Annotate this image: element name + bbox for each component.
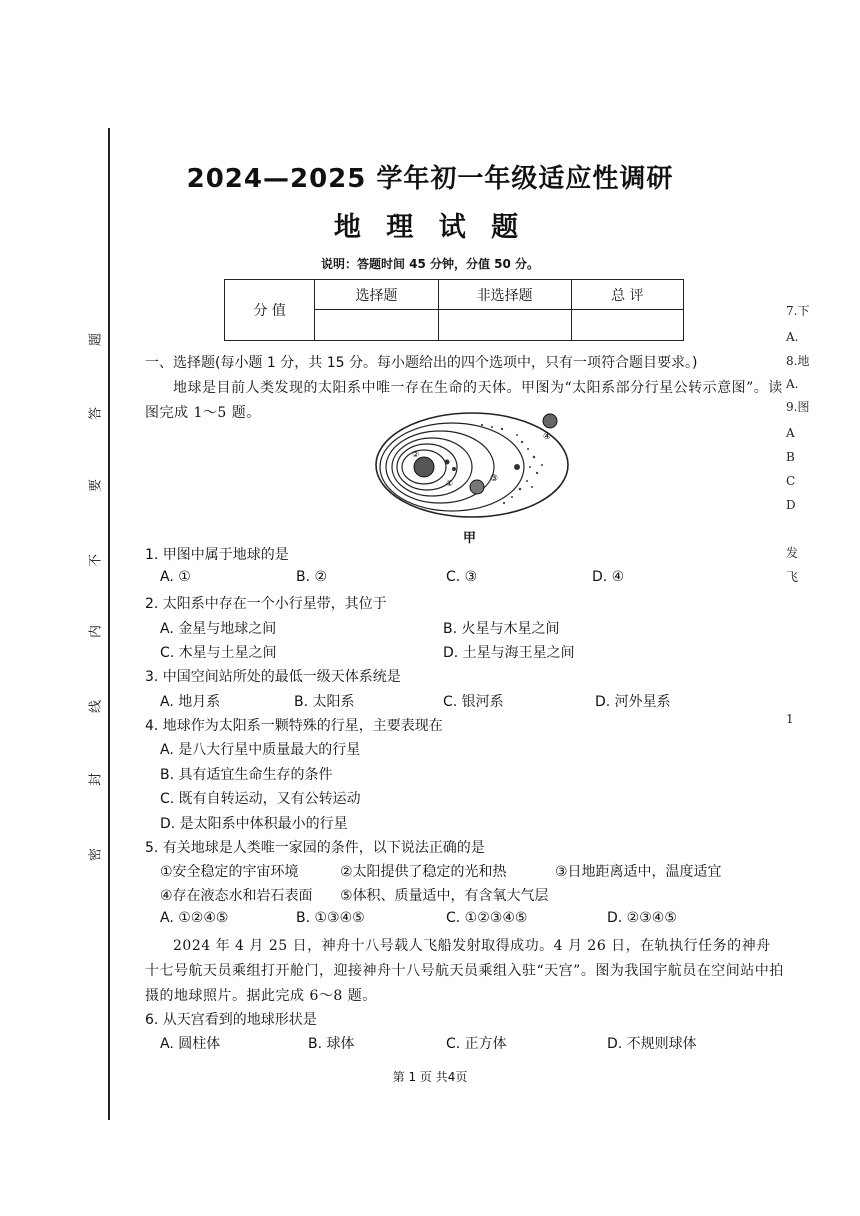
question-stem: 1. 甲图中属于地球的是 [145, 547, 289, 563]
intro-paragraph: 地球是目前人类发现的太阳系中唯一存在生命的天体。甲图为“太阳系部分行星公转示意图”。读图完成 1～5 题。 [145, 380, 783, 421]
planet-venus-icon [445, 460, 450, 465]
marker-label: ③ [490, 474, 499, 484]
question-option[interactable]: B. 太阳系 [294, 694, 355, 710]
next-page-fragment: A. [786, 330, 799, 344]
next-page-fragment: 1 [786, 712, 794, 726]
question-option[interactable]: C. ①②③④⑤ [446, 910, 528, 926]
question-condition: ①安全稳定的宇宙环境 [160, 864, 299, 880]
intro-paragraph-2: 2024 年 4 月 25 日，神舟十八号载人飞船发射取得成功。4 月 26 日，在轨执行任务的神舟十七号航天员乘组打开舱门，迎接神舟十八号航天员乘组入驻“天宫”。图为我国宇航员在空间站中拍摄的地球照片。据此完成 6～8 题。 [145, 938, 784, 1004]
question-option[interactable]: C. 木星与土星之间 [160, 645, 277, 661]
exam-note: 说明：答题时间 45 分钟，分值 50 分。 [320, 257, 540, 271]
margin-char: 不 [88, 554, 104, 568]
next-page-fragment: 8.地 [786, 354, 810, 368]
margin-char: 要 [88, 479, 104, 493]
next-page-fragment: 飞 [786, 570, 799, 584]
next-page-fragment: A [786, 426, 795, 440]
figure-caption: 甲 [463, 531, 477, 546]
next-page-fragment: 发 [786, 546, 799, 560]
score-cell-total[interactable] [571, 310, 683, 341]
question-option[interactable]: C. ③ [446, 569, 478, 585]
question-option[interactable]: C. 正方体 [446, 1036, 507, 1052]
exam-subtitle: 地 理 试 题 [333, 212, 527, 243]
next-page-fragment: A. [786, 377, 799, 391]
question-option[interactable]: A. 是八大行星中质量最大的行星 [160, 742, 361, 758]
question-option[interactable]: A. 地月系 [160, 694, 221, 710]
planet-jupiter-icon [543, 414, 557, 428]
margin-char: 密 [88, 848, 104, 862]
question-option[interactable]: A. ①②④⑤ [160, 910, 229, 926]
section-heading: 一、选择题(每小题 1 分，共 15 分。每小题给出的四个选项中，只有一项符合题目要求。) [145, 355, 698, 371]
margin-char: 答 [88, 407, 104, 421]
next-page-fragment: C [786, 474, 796, 488]
question-option[interactable]: B. 球体 [308, 1036, 355, 1052]
question-option[interactable]: A. ① [160, 569, 191, 585]
question-option[interactable]: B. 火星与木星之间 [443, 621, 560, 637]
next-page-fragment: B [786, 450, 795, 464]
margin-char: 封 [88, 773, 104, 787]
score-cell-choice[interactable] [315, 310, 438, 341]
question-stem: 5. 有关地球是人类唯一家园的条件，以下说法正确的是 [145, 840, 485, 856]
question-option[interactable]: A. 圆柱体 [160, 1036, 221, 1052]
planet-earth-icon [470, 480, 484, 494]
question-option[interactable]: D. 是太阳系中体积最小的行星 [160, 816, 348, 832]
score-cell-nonchoice[interactable] [438, 310, 571, 341]
margin-char: 题 [88, 333, 104, 347]
next-page-fragment: 7.下 [786, 304, 810, 318]
score-col-total: 总 评 [571, 280, 683, 310]
question-option[interactable]: B. ①③④⑤ [296, 910, 365, 926]
question-option[interactable]: D. ②③④⑤ [607, 910, 677, 926]
marker-label: ④ [543, 432, 552, 442]
question-option[interactable]: B. ② [296, 569, 328, 585]
question-stem: 4. 地球作为太阳系一颗特殊的行星，主要表现在 [145, 718, 443, 734]
score-col-nonchoice: 非选择题 [438, 280, 571, 310]
question-condition: ③日地距离适中，温度适宜 [555, 864, 722, 880]
question-option[interactable]: D. 河外星系 [595, 694, 671, 710]
planet-mars-icon [514, 464, 520, 470]
question-condition: ⑤体积、质量适中，有含氧大气层 [340, 888, 549, 904]
question-stem: 3. 中国空间站所处的最低一级天体系统是 [145, 669, 401, 685]
binding-line [108, 128, 110, 1120]
question-option[interactable]: D. 土星与海王星之间 [443, 645, 575, 661]
question-stem: 2. 太阳系中存在一个小行星带，其位于 [145, 596, 387, 612]
margin-char: 内 [88, 625, 104, 639]
question-option[interactable]: D. 不规则球体 [607, 1036, 697, 1052]
solar-system-figure [372, 407, 572, 527]
question-condition: ②太阳提供了稳定的光和热 [340, 864, 507, 880]
question-option[interactable]: C. 银河系 [443, 694, 504, 710]
question-option[interactable]: A. 金星与地球之间 [160, 621, 277, 637]
marker-label: ② [412, 450, 420, 459]
sun-icon [414, 457, 434, 477]
question-stem: 6. 从天宫看到的地球形状是 [145, 1012, 317, 1028]
score-row-label: 分 值 [225, 280, 315, 341]
score-table [224, 279, 684, 341]
question-condition: ④存在液态水和岩石表面 [160, 888, 313, 904]
planet-mercury-icon [452, 467, 456, 471]
exam-title: 2024—2025 学年初一年级适应性调研 [186, 164, 674, 194]
page-footer: 第 1 页 共4页 [392, 1070, 468, 1084]
question-option[interactable]: D. ④ [592, 569, 625, 585]
question-option[interactable]: C. 既有自转运动，又有公转运动 [160, 791, 361, 807]
marker-label: ① [446, 479, 454, 488]
next-page-fragment: 9.图 [786, 400, 810, 414]
question-option[interactable]: B. 具有适宜生命生存的条件 [160, 767, 333, 783]
score-col-choice: 选择题 [315, 280, 438, 310]
margin-char: 线 [88, 700, 104, 714]
next-page-fragment: D [786, 498, 796, 512]
